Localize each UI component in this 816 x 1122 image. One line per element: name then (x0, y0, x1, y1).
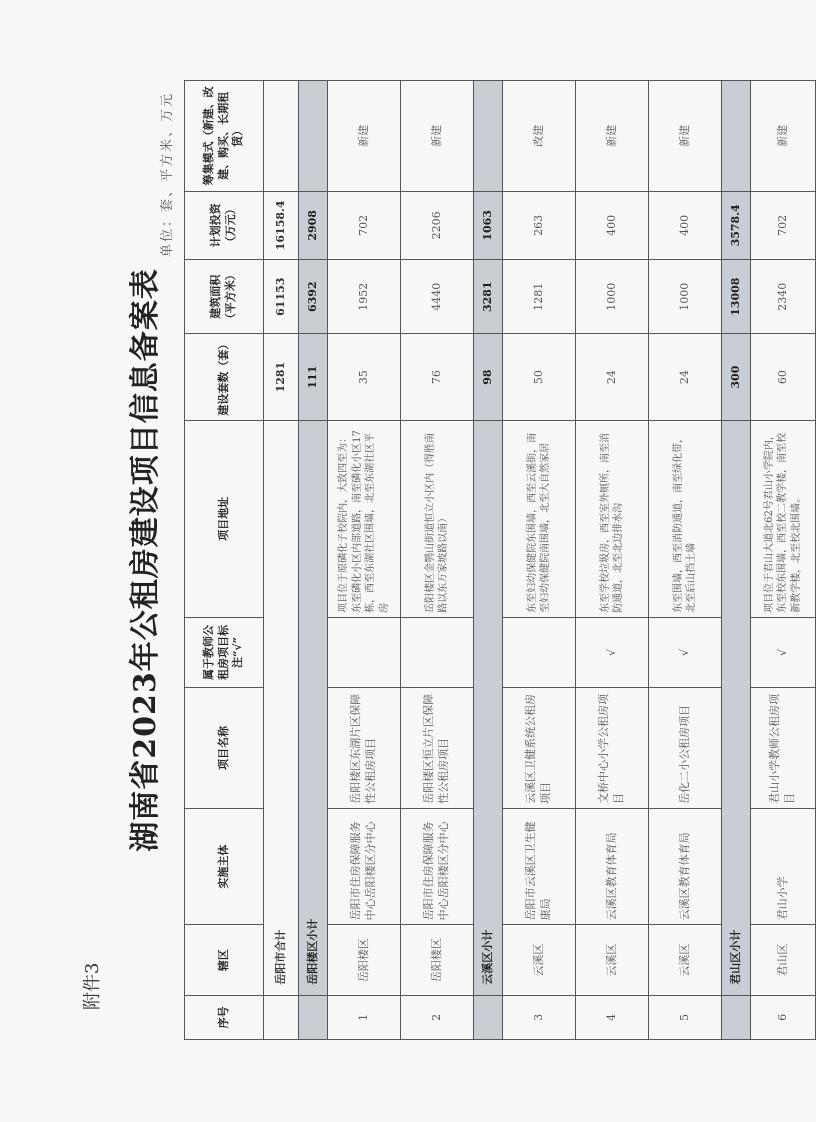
cell-area: 1281 (503, 260, 576, 334)
cell-district: 岳阳楼区 (328, 925, 401, 995)
header-invest: 计划投资（万元） (185, 191, 264, 259)
cell-project: 君山小学教师公租房项目 (751, 688, 816, 809)
cell-district: 云溪区 (576, 925, 649, 995)
cell-address: 东至围墙，西至消防通道，南至绿化带，北至后山挡土墙 (649, 420, 722, 617)
subtotal-units: 300 (722, 334, 751, 420)
cell-entity: 岳阳市住房保障服务中心岳阳楼区分中心 (328, 808, 401, 925)
city-total-area: 61153 (264, 260, 299, 334)
cell-entity: 岳阳市住房保障服务中心岳阳楼区分中心 (401, 808, 474, 925)
cell-mode: 新建 (649, 81, 722, 192)
cell-address: 东至学校垃圾房，西至室外厕所，南至消防通道，北至北边排水沟 (576, 420, 649, 617)
cell-units: 24 (576, 334, 649, 420)
city-total-row (264, 81, 299, 1040)
cell-area: 1000 (649, 260, 722, 334)
header-area: 建筑面积（平方米） (185, 260, 264, 334)
subtotal-units: 111 (299, 334, 328, 420)
table-row (503, 81, 576, 1040)
header-project: 项目名称 (185, 688, 264, 809)
cell-units: 76 (401, 334, 474, 420)
cell-teacher (401, 617, 474, 687)
cell-teacher: √ (576, 617, 649, 687)
cell-units: 35 (328, 334, 401, 420)
cell-mode: 新建 (576, 81, 649, 192)
cell-district: 云溪区 (649, 925, 722, 995)
header-address: 项目地址 (185, 420, 264, 617)
cell-mode: 新建 (401, 81, 474, 192)
subtotal-row (474, 81, 503, 1040)
subtotal-label: 云溪区小计 (474, 420, 503, 995)
unit-note: 单位：套、平方米、万元 (160, 92, 175, 258)
table-row (576, 81, 649, 1040)
table-row (649, 81, 722, 1040)
subtotal-area: 6392 (299, 260, 328, 334)
cell-teacher (328, 617, 401, 687)
cell-seq: 1 (328, 995, 401, 1039)
city-total-label: 岳阳市合计 (264, 420, 299, 995)
cell-mode: 改建 (503, 81, 576, 192)
cell-teacher: √ (751, 617, 816, 687)
cell-project: 云溪区卫健系统公租房项目 (503, 688, 576, 809)
cell-mode: 新建 (328, 81, 401, 192)
cell-project: 岳阳楼区恒立片区保障性公租房项目 (401, 688, 474, 809)
header-units: 建设套数（套） (185, 334, 264, 420)
city-total-units: 1281 (264, 334, 299, 420)
cell-mode: 新建 (751, 81, 816, 192)
cell-project: 岳化二小公租房项目 (649, 688, 722, 809)
page-title: 湖南省2023年公租房建设项目信息备案表 (128, 268, 163, 852)
cell-seq: 3 (503, 995, 576, 1039)
cell-seq: 4 (576, 995, 649, 1039)
cell-entity: 君山小学 (751, 808, 816, 925)
cell-seq: 6 (751, 995, 816, 1039)
cell-project: 岳阳楼区东湖片区保障性公租房项目 (328, 688, 401, 809)
subtotal-label: 岳阳楼区小计 (299, 420, 328, 995)
cell-address: 项目位于君山大道北62号君山小学院内，东至校东围墙，西至校二教学楼，南至校新教学楼，北至校北围墙。 (751, 420, 816, 617)
attachment-label: 附件3 (82, 962, 103, 1010)
cell-district: 君山区 (751, 925, 816, 995)
header-entity: 实施主体 (185, 808, 264, 925)
project-table (184, 80, 816, 1040)
cell-invest: 400 (649, 191, 722, 259)
header-row (185, 81, 264, 1040)
cell-area: 2340 (751, 260, 816, 334)
header-district: 辖区 (185, 925, 264, 995)
cell-seq: 2 (401, 995, 474, 1039)
cell-area: 4440 (401, 260, 474, 334)
header-teacher: 属于教师公租房项目标注“√” (185, 617, 264, 687)
cell-district: 云溪区 (503, 925, 576, 995)
cell-entity: 岳阳市云溪区卫生健康局 (503, 808, 576, 925)
cell-district: 岳阳楼区 (401, 925, 474, 995)
cell-invest: 2206 (401, 191, 474, 259)
cell-units: 60 (751, 334, 816, 420)
cell-project: 文桥中心小学公租房项目 (576, 688, 649, 809)
subtotal-row (299, 81, 328, 1040)
cell-address: 项目位于原磷化子校院内，大致四至为：东至磷化小区内部道路，南至磷化小区17栋，西至东湖社区围墙，北至东湖社区平房 (328, 420, 401, 617)
cell-invest: 400 (576, 191, 649, 259)
cell-seq: 5 (649, 995, 722, 1039)
cell-area: 1952 (328, 260, 401, 334)
cell-invest: 263 (503, 191, 576, 259)
cell-entity: 云溪区教育体育局 (649, 808, 722, 925)
subtotal-area: 3281 (474, 260, 503, 334)
table-row (401, 81, 474, 1040)
subtotal-invest: 3578.4 (722, 191, 751, 259)
subtotal-row (722, 81, 751, 1040)
city-total-invest: 16158.4 (264, 191, 299, 259)
rotated-sheet (120, 80, 802, 1040)
cell-invest: 702 (328, 191, 401, 259)
table-row (751, 81, 816, 1040)
cell-teacher: √ (649, 617, 722, 687)
cell-entity: 云溪区教育体育局 (576, 808, 649, 925)
cell-address: 东至妇幼保健院东围墙，西至云溪街，南至妇幼保健院南围墙，北至大自然家居 (503, 420, 576, 617)
cell-teacher (503, 617, 576, 687)
table-row (328, 81, 401, 1040)
subtotal-label: 君山区小计 (722, 420, 751, 995)
subtotal-units: 98 (474, 334, 503, 420)
subtotal-area: 13008 (722, 260, 751, 334)
cell-units: 24 (649, 334, 722, 420)
subtotal-invest: 1063 (474, 191, 503, 259)
subtotal-invest: 2908 (299, 191, 328, 259)
cell-area: 1000 (576, 260, 649, 334)
cell-invest: 702 (751, 191, 816, 259)
cell-address: 岳阳楼区金鹗山街道恒立小区内（得胜南路以东万家坡路以南） (401, 420, 474, 617)
cell-units: 50 (503, 334, 576, 420)
header-seq: 序号 (185, 995, 264, 1039)
header-mode: 筹集模式（新建、改建、购买、长期租赁） (185, 81, 264, 192)
